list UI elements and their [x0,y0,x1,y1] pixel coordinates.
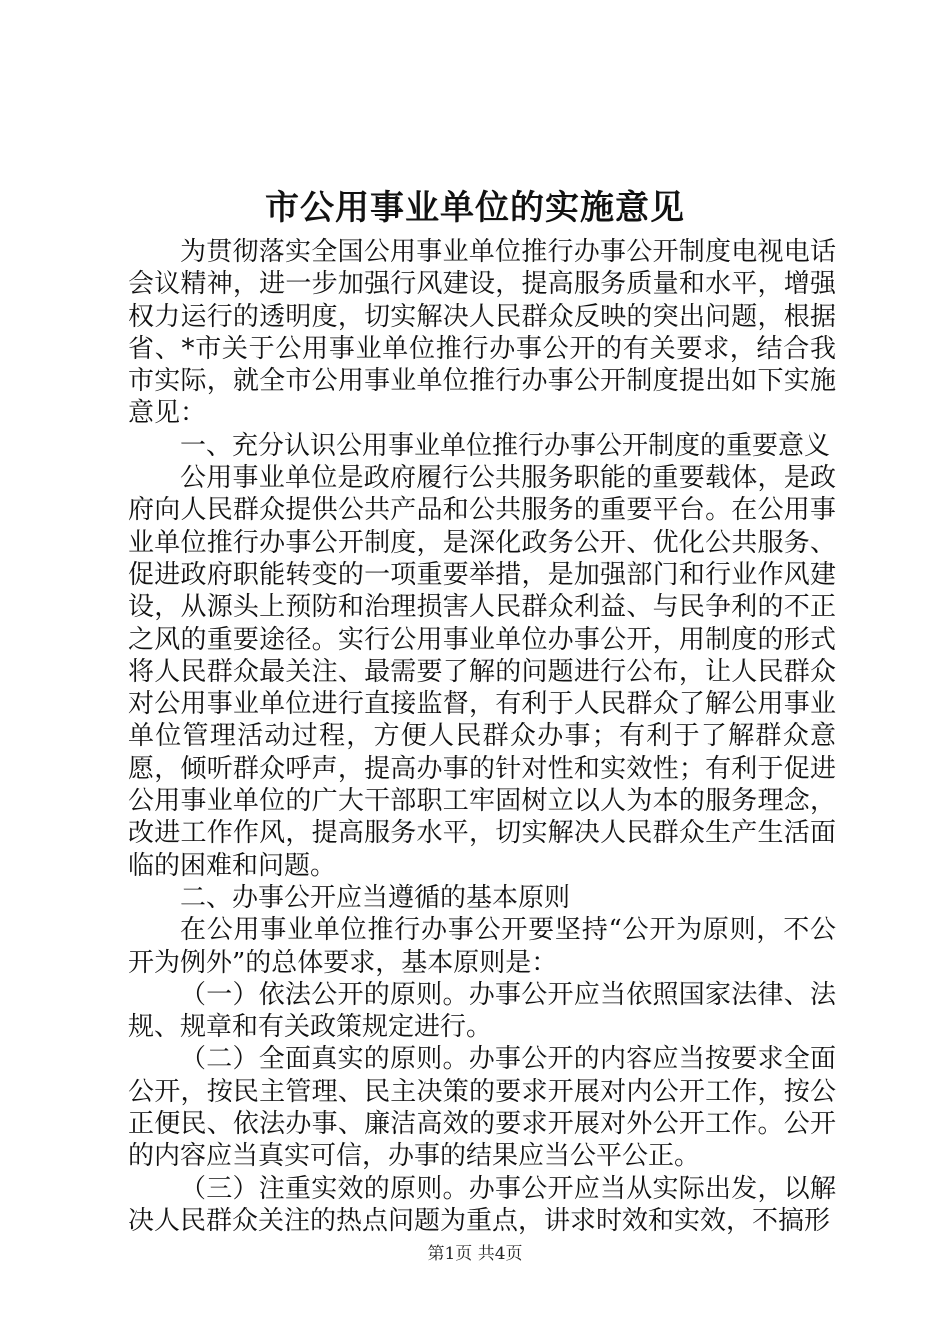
paragraph-principles-intro: 在公用事业单位推行办事公开要坚持“公开为原则，不公开为例外”的总体要求，基本原则是： [128,915,836,978]
section-heading-1: 一、充分认识公用事业单位推行办事公开制度的重要意义 [180,430,831,461]
page-footer: 第1页 共4页 [427,1244,523,1264]
paragraph-principle-2: （二）全面真实的原则。办事公开的内容应当按要求全面公开，按民主管理、民主决策的要求开展对内公开工作，按公正便民、依法办事、廉洁高效的要求开展对外公开工作。公开的内容应当真实可信，办事的结果应当公平公正。 [128,1044,836,1172]
document-title: 市公用事业单位的实施意见 [265,188,685,228]
paragraph-principle-1: （一）依法公开的原则。办事公开应当依照国家法律、法规、规章和有关政策规定进行。 [128,979,836,1043]
paragraph-intro: 为贯彻落实全国公用事业单位推行办事公开制度电视电话会议精神，进一步加强行风建设，提高服务质量和水平，增强权力运行的透明度，切实解决人民群众反映的突出问题，根据省、*市关于公用事业单位推行办事公开的有关要求，结合我市实际，就全市公用事业单位推行办事公开制度提出如下实施意见： [128,237,836,429]
paragraph-principle-3: （三）注重实效的原则。办事公开应当从实际出发，以解决人民群众关注的热点问题为重点，讲求时效和实效，不搞形 [128,1173,836,1236]
paragraph-significance: 公用事业单位是政府履行公共服务职能的重要载体，是政府向人民群众提供公共产品和公共服务的重要平台。在公用事业单位推行办事公开制度，是深化政务公开、优化公共服务、促进政府职能转变的一项重要举措，是加强部门和行业作风建设，从源头上预防和治理损害人民群众利益、与民争利的不正之风的重要途径。实行公用事业单位办事公开，用制度的形式将人民群众最关注、最需要了解的问题进行公布，让人民群众对公用事业单位进行直接监督，有利于人民群众了解公用事业单位管理活动过程，方便人民群众办事；有利于了解群众意愿，倾听群众呼声，提高办事的针对性和实效性；有利于促进公用事业单位的广大干部职工牢固树立以人为本的服务理念，改进工作作风，提高服务水平，切实解决人民群众生产生活面临的困难和问题。 [128,463,836,881]
document-body [128,236,836,1237]
section-heading-2: 二、办事公开应当遵循的基本原则 [180,882,571,913]
